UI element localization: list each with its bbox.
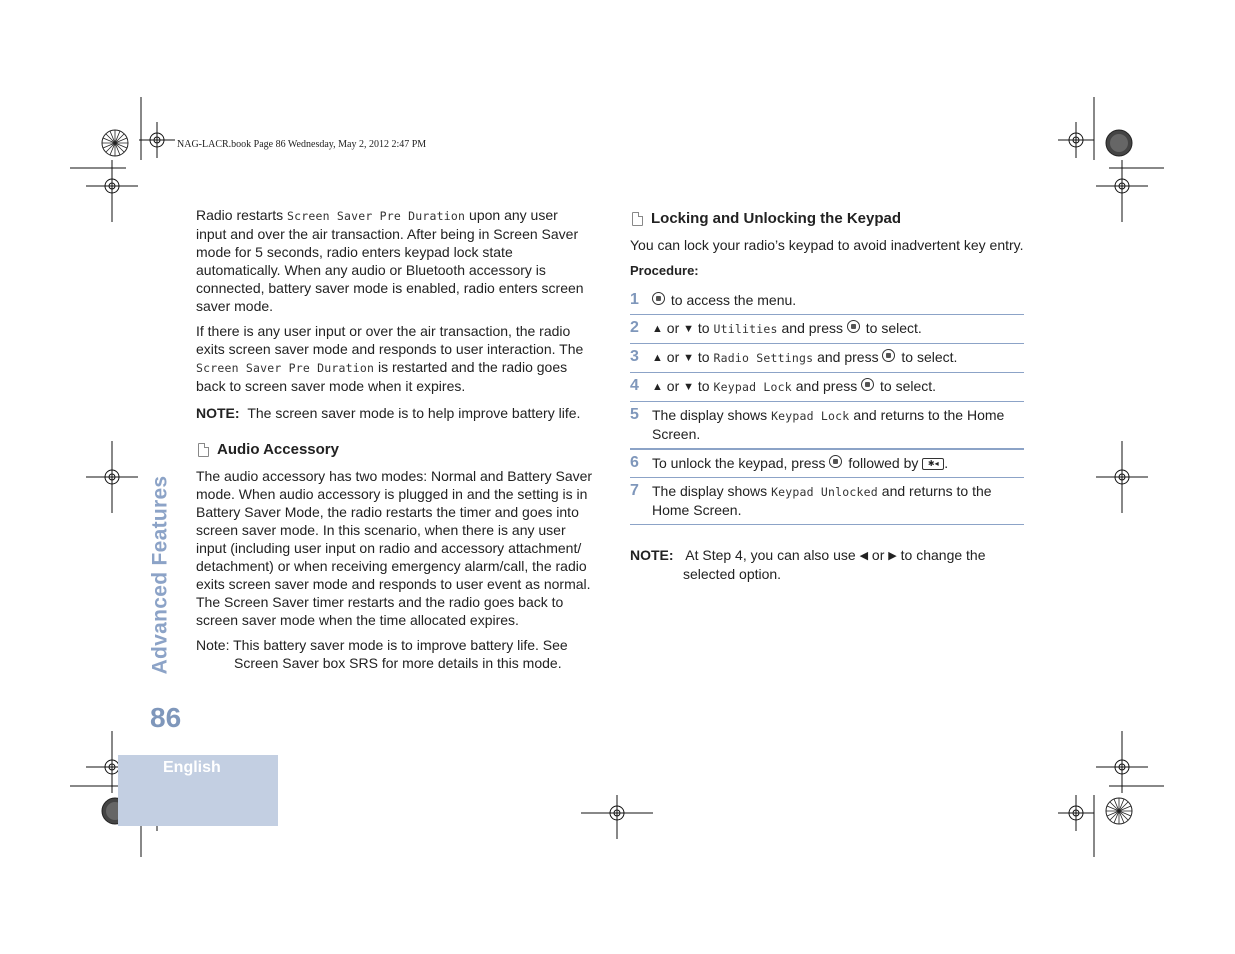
menu-ok-key-icon — [847, 320, 860, 333]
up-arrow-icon: ▲ — [652, 323, 663, 335]
step-6: 6 To unlock the keypad, press followed by ✱◂ . — [630, 449, 1024, 478]
print-header: NAG-LACR.book Page 86 Wednesday, May 2, 2012 2:47 PM — [177, 139, 427, 150]
procedure-label: Procedure: — [630, 263, 699, 278]
page-number: 86 — [150, 702, 182, 733]
section-title-vertical: Advanced Features — [148, 475, 171, 675]
step-5: 5 The display shows Keypad Lock and returns to the Home Screen. — [630, 402, 1024, 449]
down-arrow-icon: ▼ — [683, 323, 695, 335]
right-arrow-icon: ▶ — [888, 550, 897, 562]
left-paragraph-1: Radio restarts Screen Saver Pre Duration upon any user input and over the air transaction. After being in Screen Saver mode for 5 seconds, radio enters keypad lock state automatically. When any audio or Bluetooth accessory is connected, battery saver mode is enabled, radio enters screen saver mode. — [196, 207, 584, 314]
down-arrow-icon: ▼ — [683, 352, 695, 364]
left-paragraph-2: If there is any user input or over the air transaction, the radio exits screen saver mode and responds to user interaction. The Screen Saver Pre Duration is restarted and the radio goes back to screen saver mode when it expires. — [196, 323, 584, 394]
left-arrow-icon: ◀ — [859, 550, 869, 562]
left-note-2: Note: This battery saver mode is to improve battery life. See Screen Saver box SRS for more details in this mode. — [196, 637, 568, 671]
menu-ok-key-icon — [882, 349, 895, 362]
step-1: 1 to access the menu. — [630, 287, 1024, 315]
step-4: 4 ▲ or ▼ to Keypad Lock and press to select. — [630, 373, 1024, 402]
note-label: NOTE: — [196, 405, 240, 421]
menu-ok-key-icon — [829, 455, 842, 468]
code-screen-saver-pre-duration-2: Screen Saver Pre Duration — [196, 361, 375, 375]
menu-ok-key-icon — [652, 292, 665, 305]
keypad-lock-heading: Locking and Unlocking the Keypad — [632, 210, 901, 227]
language-label: English — [163, 759, 221, 776]
up-arrow-icon: ▲ — [652, 381, 663, 393]
procedure-steps — [630, 287, 1024, 525]
menu-ok-key-icon — [861, 378, 874, 391]
step-3: 3 ▲ or ▼ to Radio Settings and press to select. — [630, 344, 1024, 373]
right-note: NOTE: At Step 4, you can also use ◀ or ▶ to change the selected option. — [630, 547, 986, 582]
down-arrow-icon: ▼ — [683, 381, 695, 393]
language-tab — [118, 755, 278, 826]
step-7: 7 The display shows Keypad Unlocked and returns to the Home Screen. — [630, 478, 1024, 525]
star-key-icon: ✱◂ — [922, 458, 944, 470]
left-note-1: NOTE: The screen saver mode is to help improve battery life. — [196, 405, 581, 421]
keypad-intro: You can lock your radio’s keypad to avoid inadvertent key entry. — [630, 237, 1024, 253]
code-screen-saver-pre-duration: Screen Saver Pre Duration — [287, 209, 466, 223]
up-arrow-icon: ▲ — [652, 352, 663, 364]
step-2: 2 ▲ or ▼ to Utilities and press to select. — [630, 315, 1024, 344]
audio-accessory-heading: Audio Accessory — [198, 441, 339, 458]
left-paragraph-3: The audio accessory has two modes: Normal and Battery Saver mode. When audio accessory is plugged in and the setting is in Battery Saver Mode, the radio restarts the timer and goes into screen saver mode. In this scenario, when there is any user input (including user input on radio and accessory attachment/ detachment) or when receiving emergency alarm/call, the radio exits screen saver mode and responds to user event as normal. The Screen Saver timer restarts and the radio goes back to screen saver mode when the time allocated expires. — [196, 468, 593, 628]
document-icon — [632, 212, 643, 226]
